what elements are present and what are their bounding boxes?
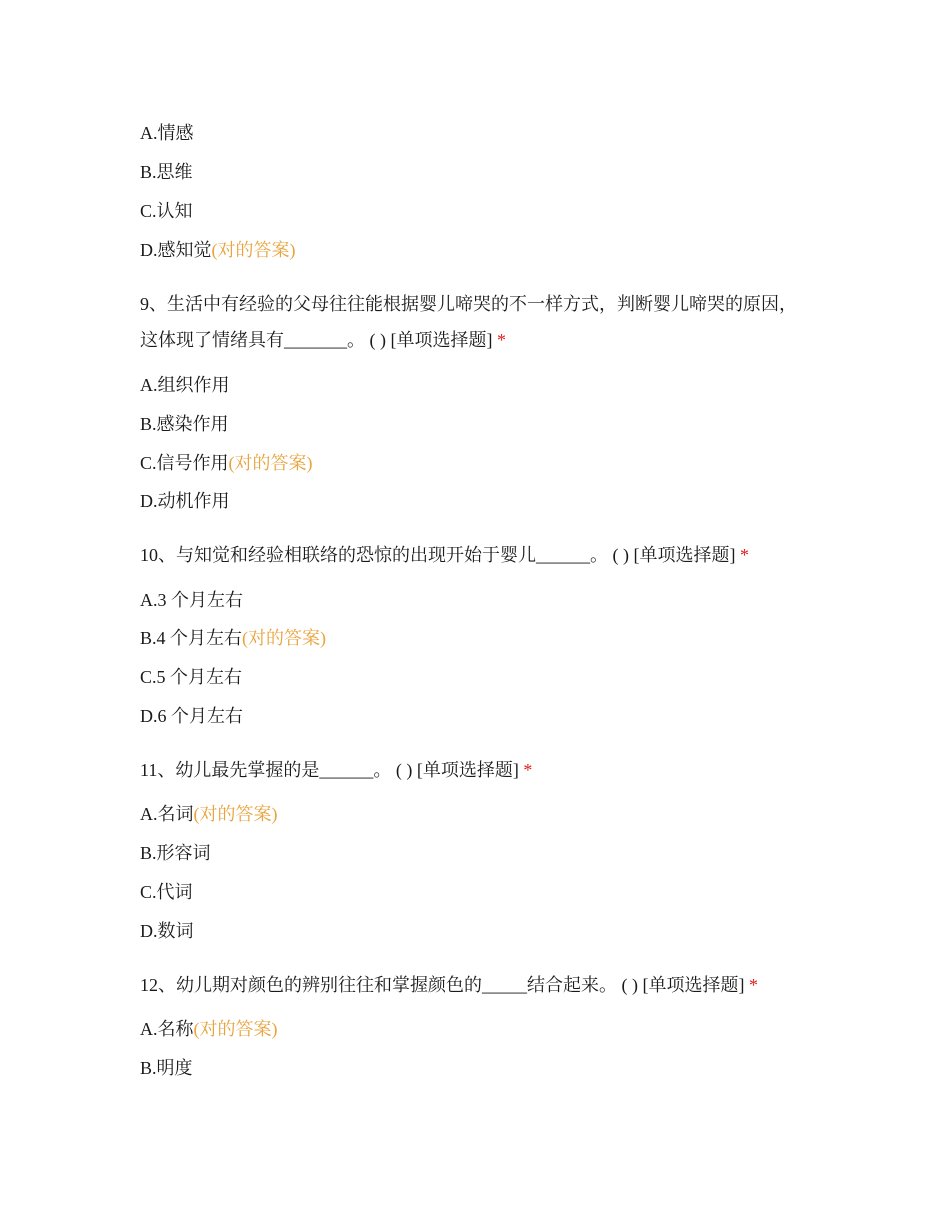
required-star: * <box>748 975 758 995</box>
q12-option-b[interactable]: B.明度 <box>140 1058 193 1078</box>
correct-answer-tag: (对的答案) <box>211 240 296 260</box>
q8-option-d[interactable]: D.感知觉(对的答案) <box>140 240 296 260</box>
q9-option-b[interactable]: B.感染作用 <box>140 414 229 434</box>
q8-option-c[interactable]: C.认知 <box>140 201 193 221</box>
q11-option-c[interactable]: C.代词 <box>140 882 193 902</box>
q10-option-c[interactable]: C.5 个月左右 <box>140 667 243 687</box>
q11-option-d[interactable]: D.数词 <box>140 921 194 941</box>
q10-option-a[interactable]: A.3 个月左右 <box>140 590 243 610</box>
required-star: * <box>523 760 533 780</box>
required-star: * <box>739 545 749 565</box>
q10-option-b[interactable]: B.4 个月左右(对的答案) <box>140 628 327 648</box>
q12-option-a[interactable]: A.名称(对的答案) <box>140 1019 278 1039</box>
q11-option-a[interactable]: A.名词(对的答案) <box>140 804 278 824</box>
correct-answer-tag: (对的答案) <box>242 628 327 648</box>
q10-text: 10、与知觉和经验相联络的恐惊的出现开始于婴儿______。 ( ) [单项选择题] * <box>140 545 749 565</box>
correct-answer-tag: (对的答案) <box>193 804 278 824</box>
required-star: * <box>496 330 506 350</box>
q12-text: 12、幼儿期对颜色的辨别往往和掌握颜色的_____结合起来。 ( ) [单项选择题] * <box>140 975 758 995</box>
correct-answer-tag: (对的答案) <box>228 453 313 473</box>
q8-option-a[interactable]: A.情感 <box>140 123 194 143</box>
q9-option-d[interactable]: D.动机作用 <box>140 491 230 511</box>
q11-option-b[interactable]: B.形容词 <box>140 843 211 863</box>
q8-option-b[interactable]: B.思维 <box>140 162 193 182</box>
q9-text-line1: 9、生活中有经验的父母往往能根据婴儿啼哭的不一样方式，判断婴儿啼哭的原因， <box>140 294 797 314</box>
correct-answer-tag: (对的答案) <box>193 1019 278 1039</box>
q9-option-a[interactable]: A.组织作用 <box>140 375 230 395</box>
q10-option-d[interactable]: D.6 个月左右 <box>140 706 243 726</box>
q9-option-c[interactable]: C.信号作用(对的答案) <box>140 453 313 473</box>
q11-text: 11、幼儿最先掌握的是______。 ( ) [单项选择题] * <box>140 760 533 780</box>
q9-text-line2: 这体现了情绪具有_______。 ( ) [单项选择题] * <box>140 330 506 350</box>
